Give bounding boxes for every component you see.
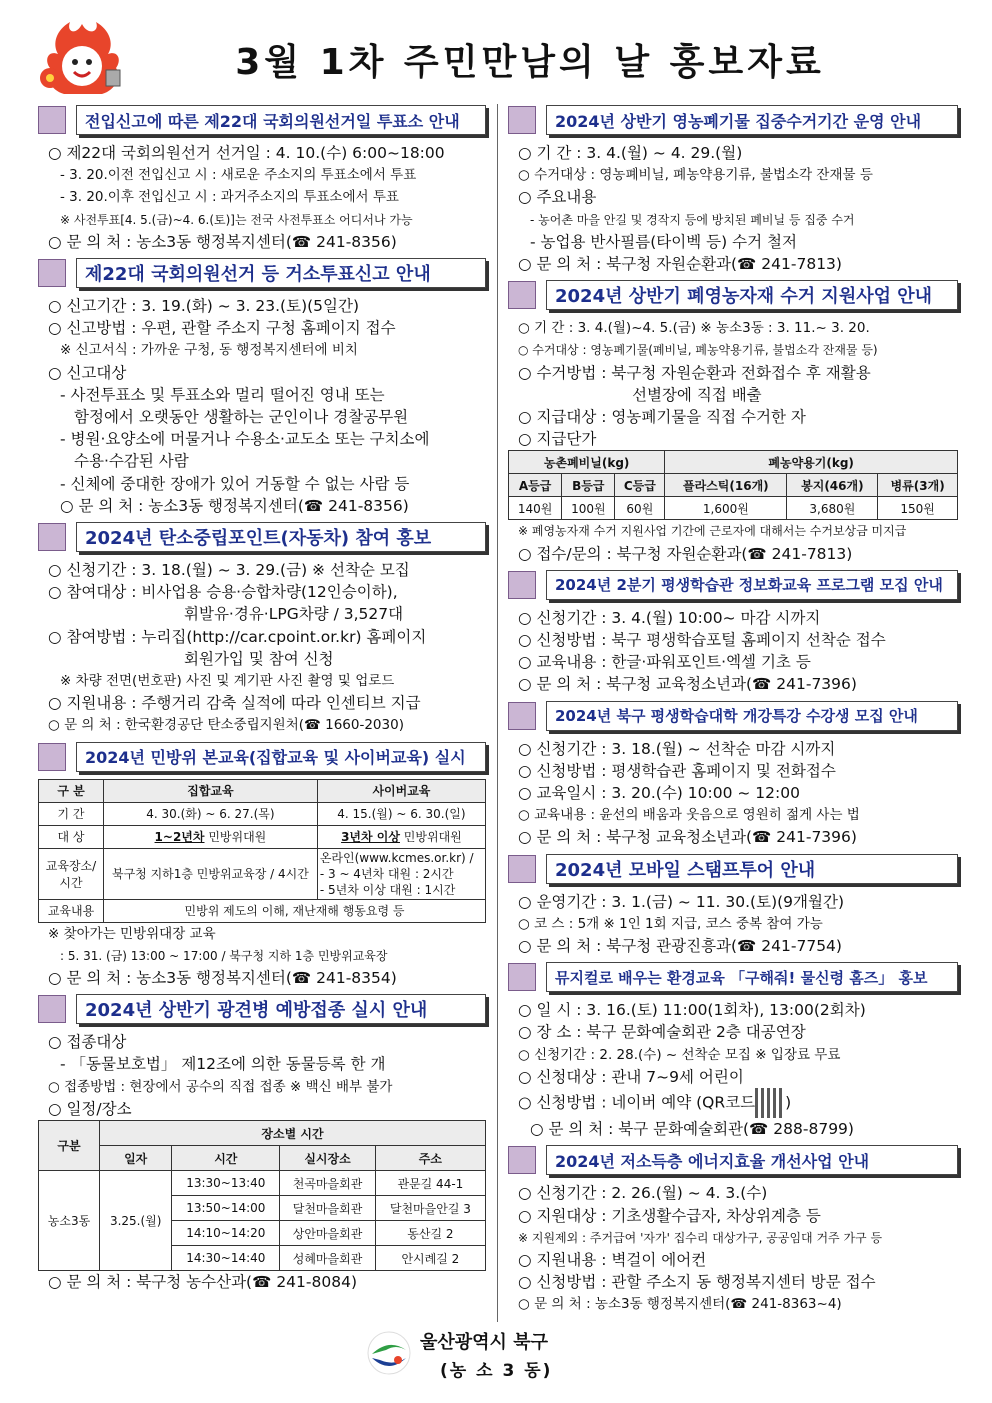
- text-line: ○ 교육일시 : 3. 20.(수) 10:00 ~ 12:00: [518, 784, 800, 803]
- section-title: 뮤지컬로 배우는 환경교육 「구해줘! 물신령 홈즈」 홍보: [546, 962, 958, 992]
- table-cell: 14:30~14:40: [172, 1246, 280, 1271]
- section-title: 2024년 상반기 영농폐기물 집중수거기간 운영 안내: [546, 105, 958, 135]
- text-line: ○ 신청기간 : 3. 4.(월) 10:00~ 마감 시까지: [518, 608, 821, 627]
- page-title: 3월 1차 주민만남의 날 홍보자료: [235, 42, 825, 83]
- text-line: ○ 신청기간 : 2. 26.(월) ~ 4. 3.(수): [518, 1184, 768, 1203]
- text-line: ○ 일정/장소: [48, 1099, 132, 1118]
- table-cell: 농소3동: [39, 1171, 100, 1271]
- table-header: 플라스틱(16개): [665, 474, 787, 497]
- text-line: ○ 신청방법 : 평생학습관 홈페이지 및 전화접수: [518, 761, 836, 780]
- table-cell: [104, 825, 318, 848]
- table-header: 일자: [100, 1146, 172, 1171]
- table-cell: 안시례길 2: [375, 1246, 485, 1271]
- contact-line: ○ 문 의 처 : 북구 문화예술회관(☎ 288-8799): [530, 1120, 854, 1139]
- text-line: ○ 신청방법 : 관할 주소지 동 행정복지센터 방문 접수: [518, 1273, 876, 1292]
- section-marker: [38, 743, 66, 771]
- table-row: [39, 1171, 486, 1196]
- text-line: ○ 신고방법 : 우편, 관할 주소지 구청 홈페이지 접수: [48, 319, 396, 338]
- table-cell: 4. 15.(월) ~ 6. 30.(일): [317, 802, 485, 825]
- section-lifelong-university: [508, 700, 958, 849]
- text-line: ○ 기 간 : 3. 4.(월) ~ 4. 29.(월): [518, 144, 743, 162]
- unit-price-table: [508, 450, 958, 520]
- text-line: 회원가입 및 참여 신청: [184, 649, 334, 668]
- section-title: 2024년 탄소중립포인트(자동차) 참여 홍보: [76, 522, 486, 552]
- text-span: ): [785, 1093, 792, 1112]
- table-cell: 기 간: [39, 802, 104, 825]
- text-line: ※ 지원제외 : 주거급여 '자가' 집수리 대상가구, 공공임대 거주 가구 등: [518, 1230, 883, 1245]
- section-civil-defense: [38, 741, 486, 990]
- table-cell: 13:50~14:00: [172, 1196, 280, 1221]
- text-line: - 농어촌 마을 안길 및 경작지 등에 방치된 폐비닐 등 집중 수거: [530, 212, 855, 227]
- table-cell: 민방위 제도의 이해, 재난재해 행동요령 등: [104, 899, 486, 922]
- column-divider: [497, 104, 498, 1322]
- table-cell: 100원: [562, 497, 615, 520]
- text-line: - 농업용 반사필름(타이벡 등) 수거 철저: [530, 232, 797, 251]
- table-cell: 3,680원: [787, 497, 878, 520]
- table-header: 시간: [172, 1146, 280, 1171]
- text-line: ※ 신고서식 : 가까운 구청, 동 행정복지센터에 비치: [60, 342, 358, 359]
- text-line: ○ 수거방법 : 북구청 자원순환과 전화접수 후 재활용: [518, 363, 871, 382]
- contact-line: ○ 문 의 처 : 농소3동 행정복지센터(☎ 241-8354): [48, 969, 397, 988]
- table-cell: 4. 30.(화) ~ 6. 27.(목): [104, 802, 318, 825]
- text-line: ○ 접종대상: [48, 1033, 127, 1052]
- text-line: [508, 1088, 958, 1118]
- civil-defense-table: [38, 779, 486, 923]
- table-header: 구분: [39, 1121, 100, 1171]
- table-header: A등급: [509, 474, 562, 497]
- section-title: 2024년 상반기 폐영농자재 수거 지원사업 안내: [546, 280, 958, 310]
- table-cell-emph: 1~2년차: [154, 830, 205, 845]
- text-line: 수용·수감된 사람: [74, 452, 189, 471]
- table-cell: [317, 825, 485, 848]
- table-header: 봉지(46개): [787, 474, 878, 497]
- section-stamp-tour: [508, 853, 958, 958]
- table-header: B등급: [562, 474, 615, 497]
- table-header: 사이버교육: [317, 779, 485, 802]
- table-cell: 14:10~14:20: [172, 1221, 280, 1246]
- contact-line: ○ 문 의 처 : 북구청 관광진흥과(☎ 241-7754): [518, 937, 842, 956]
- table-cell: 상안마을회관: [280, 1221, 376, 1246]
- table-cell-line: - 3 ~ 4년차 대원 : 2시간: [319, 866, 454, 881]
- qr-code-icon[interactable]: [755, 1088, 785, 1118]
- text-line: ○ 지원내용 : 벽걸이 에어컨: [518, 1250, 707, 1269]
- section-farm-material: [508, 279, 958, 565]
- table-cell: [317, 848, 485, 899]
- section-marker: [38, 523, 66, 551]
- table-cell-text: 민방위대원: [204, 830, 267, 845]
- text-line: ○ 신고기간 : 3. 19.(화) ~ 3. 23.(토)(5일간): [48, 297, 360, 316]
- rabies-schedule-table: [38, 1120, 486, 1271]
- footer: [0, 1328, 992, 1388]
- section-musical: [508, 961, 958, 1140]
- table-cell: 3.25.(월): [100, 1171, 172, 1271]
- contact-line: ○ 문 의 처 : 북구청 교육청소년과(☎ 241-7396): [518, 675, 857, 694]
- section-marker: [508, 281, 536, 309]
- table-cell: 북구청 지하1층 민방위교육장 / 4시간: [104, 848, 318, 899]
- text-line: ○ 접종방법 : 현장에서 공수의 직접 접종 ※ 백신 배부 불가: [48, 1078, 393, 1095]
- section-title: 2024년 민방위 본교육(집합교육 및 사이버교육) 실시: [76, 742, 486, 772]
- bukgu-logo-icon: [366, 1330, 412, 1376]
- text-line: ※ 사전투표[4. 5.(금)~4. 6.(토)]는 전국 사전투표소 어디서나 가능: [60, 212, 413, 227]
- table-cell: 관문길 44-1: [375, 1171, 485, 1196]
- section-carbon-point: [38, 521, 486, 737]
- table-header: 장소별 시간: [100, 1121, 486, 1146]
- section-title: 2024년 모바일 스탬프투어 안내: [546, 854, 958, 884]
- section-absentee-vote: [38, 257, 486, 517]
- table-header: 구 분: [39, 779, 104, 802]
- text-line: ○ 신청대상 : 관내 7~9세 어린이: [518, 1067, 744, 1086]
- text-line: - 사전투표소 및 투표소와 멀리 떨어진 영내 또는: [60, 385, 385, 404]
- section-title: 전입신고에 따른 제22대 국회의원선거일 투표소 안내: [76, 105, 486, 135]
- section-marker: [38, 259, 66, 287]
- footer-dong: (농 소 3 동): [440, 1361, 553, 1381]
- table-cell-text: 민방위대원: [399, 830, 462, 845]
- text-line: ○ 신청기간 : 2. 28.(수) ~ 선착순 모집 ※ 입장료 무료: [518, 1046, 841, 1063]
- table-cell: 1,600원: [665, 497, 787, 520]
- text-line: ○ 지원대상 : 기초생활수급자, 차상위계층 등: [518, 1206, 821, 1225]
- table-cell: 교육장소/시간: [39, 848, 104, 899]
- text-line: ○ 수거대상 : 영농폐기물(폐비닐, 폐농약용기류, 불법소각 잔재물 등): [518, 343, 878, 358]
- table-header: 농촌폐비닐(kg): [509, 451, 665, 474]
- text-line: ○ 참여대상 : 비사업용 승용·승합차량(12인승이하),: [48, 583, 398, 602]
- contact-line: ○ 문 의 처 : 한국환경공단 탄소중립지원처(☎ 1660-2030): [48, 717, 404, 734]
- table-header: 집합교육: [104, 779, 318, 802]
- text-line: : 5. 31. (금) 13:00 ~ 17:00 / 북구청 지하 1층 민방위교육장: [60, 948, 388, 963]
- mascot-icon: [36, 20, 128, 104]
- text-line: ○ 기 간 : 3. 4.(월)~4. 5.(금) ※ 농소3동 : 3. 11.~ 3. 20.: [518, 320, 870, 337]
- section-marker: [508, 1146, 536, 1174]
- table-cell: 150원: [878, 497, 958, 520]
- text-line: ○ 지원내용 : 주행거리 감축 실적에 따라 인센티브 지급: [48, 694, 421, 713]
- section-marker: [508, 106, 536, 134]
- contact-line: ○ 문 의 처 : 북구청 농수산과(☎ 241-8084): [48, 1273, 357, 1292]
- table-cell: 60원: [615, 497, 665, 520]
- section-marker: [508, 571, 536, 599]
- table-header: 실시장소: [280, 1146, 376, 1171]
- text-line: ○ 지급단가: [518, 430, 597, 449]
- text-line: ※ 찾아가는 민방위대장 교육: [48, 925, 216, 942]
- section-title: 2024년 저소득층 에너지효율 개선사업 안내: [546, 1145, 958, 1175]
- section-marker: [508, 702, 536, 730]
- section-title: 2024년 2분기 평생학습관 정보화교육 프로그램 모집 안내: [546, 570, 958, 600]
- text-line: - 「동물보호법」 제12조에 의한 동물등록 한 개: [60, 1055, 386, 1074]
- table-header: 폐농약용기(kg): [665, 451, 958, 474]
- table-cell: 대 상: [39, 825, 104, 848]
- section-energy-efficiency: [508, 1144, 958, 1315]
- table-header: 병류(3개): [878, 474, 958, 497]
- contact-line: ○ 문 의 처 : 농소3동 행정복지센터(☎ 241-8356): [48, 232, 397, 251]
- table-cell: 성혜마을회관: [280, 1246, 376, 1271]
- text-line: ○ 코 스 : 5개 ※ 1인 1회 지급, 코스 중복 참여 가능: [518, 915, 823, 932]
- table-row: [509, 497, 958, 520]
- section-title: 제22대 국회의원선거 등 거소투표신고 안내: [76, 258, 486, 288]
- section-farm-waste: [508, 104, 958, 275]
- text-line: ○ 운영기간 : 3. 1.(금) ~ 11. 30.(토)(9개월간): [518, 892, 845, 911]
- text-line: ○ 지급대상 : 영농폐기물을 직접 수거한 자: [518, 408, 806, 427]
- text-line: ○ 교육내용 : 한글·파워포인트·엑셀 기초 등: [518, 653, 811, 672]
- text-line: 선별장에 직접 배출: [632, 385, 762, 404]
- text-line: ※ 폐영농자재 수거 지원사업 기간에 근로자에 대해서는 수거보상금 미지급: [518, 524, 907, 539]
- section-vote-location: [38, 104, 486, 253]
- text-line: ※ 차량 전면(번호판) 사진 및 계기판 사진 촬영 및 업로드: [60, 673, 395, 690]
- section-it-education: [508, 569, 958, 696]
- text-line: ○ 제22대 국회의원선거 선거일 : 4. 10.(수) 6:00~18:00: [48, 144, 445, 162]
- text-line: - 3. 20.이전 전입신고 시 : 새로운 주소지의 투표소에서 투표: [60, 167, 417, 184]
- table-cell: 달천마을안길 3: [375, 1196, 485, 1221]
- contact-line: ○ 문 의 처 : 북구청 자원순환과(☎ 241-7813): [518, 255, 842, 274]
- text-line: ○ 신청방법 : 북구 평생학습포털 홈페이지 선착순 접수: [518, 631, 886, 650]
- table-cell: 동산길 2: [375, 1221, 485, 1246]
- text-line: - 신체에 중대한 장애가 있어 거동할 수 없는 사람 등: [60, 474, 410, 493]
- text-line: 휘발유·경유·LPG차량 / 3,527대: [184, 605, 404, 624]
- left-column: [38, 100, 486, 1295]
- table-cell-emph: 3년차 이상: [341, 830, 400, 845]
- table-header: C등급: [615, 474, 665, 497]
- table-cell-line: 온라인(www.kcmes.or.kr) /: [319, 850, 474, 865]
- text-line: 함정에서 오랫동안 생활하는 군인이나 경찰공무원: [74, 408, 409, 427]
- section-marker: [38, 106, 66, 134]
- section-marker: [508, 963, 536, 991]
- text-span: ○ 신청방법 : 네이버 예약 (QR코드: [518, 1093, 756, 1112]
- table-cell: 달천마을회관: [280, 1196, 376, 1221]
- section-rabies: [38, 993, 486, 1293]
- footer-org: 울산광역시 북구: [420, 1332, 548, 1353]
- text-line: - 병원·요양소에 머물거나 수용소·교도소 또는 구치소에: [60, 430, 430, 449]
- text-line: ○ 교육내용 : 윤선의 배움과 웃음으로 영원히 젊게 사는 법: [518, 807, 860, 824]
- table-cell: 140원: [509, 497, 562, 520]
- table-cell: 13:30~13:40: [172, 1171, 280, 1196]
- text-line: ○ 참여방법 : 누리집(http://car.cpoint.or.kr) 홈페이지: [48, 627, 427, 646]
- table-header: 주소: [375, 1146, 485, 1171]
- contact-line: ○ 접수/문의 : 북구청 자원순환과(☎ 241-7813): [518, 544, 853, 563]
- table-cell: 천곡마을회관: [280, 1171, 376, 1196]
- section-title: 2024년 상반기 광견병 예방접종 실시 안내: [76, 994, 486, 1024]
- contact-line: ○ 문 의 처 : 농소3동 행정복지센터(☎ 241-8363~4): [518, 1296, 842, 1313]
- contact-line: ○ 문 의 처 : 북구청 교육청소년과(☎ 241-7396): [518, 828, 857, 847]
- text-line: ○ 신청기간 : 3. 18.(월) ~ 선착순 마감 시까지: [518, 739, 836, 758]
- text-line: ○ 장 소 : 북구 문화예술회관 2층 대공연장: [518, 1023, 806, 1042]
- text-line: ○ 주요내용: [518, 188, 597, 207]
- text-line: ○ 신고대상: [48, 363, 127, 382]
- text-line: ○ 일 시 : 3. 16.(토) 11:00(1회차), 13:00(2회차): [518, 1001, 866, 1020]
- section-marker: [508, 855, 536, 883]
- section-marker: [38, 995, 66, 1023]
- text-line: - 3. 20.이후 전입신고 시 : 과거주소지의 투표소에서 투표: [60, 189, 399, 206]
- right-column: [508, 100, 958, 1318]
- table-cell-line: - 5년차 이상 대원 : 1시간: [319, 882, 456, 897]
- text-line: ○ 신청기간 : 3. 18.(월) ~ 3. 29.(금) ※ 선착순 모집: [48, 561, 410, 580]
- table-cell: 교육내용: [39, 899, 104, 922]
- contact-line: ○ 문 의 처 : 농소3동 행정복지센터(☎ 241-8356): [60, 496, 409, 515]
- section-title: 2024년 북구 평생학습대학 개강특강 수강생 모집 안내: [546, 701, 958, 731]
- text-line: ○ 수거대상 : 영농폐비닐, 폐농약용기류, 불법소각 잔재물 등: [518, 167, 873, 184]
